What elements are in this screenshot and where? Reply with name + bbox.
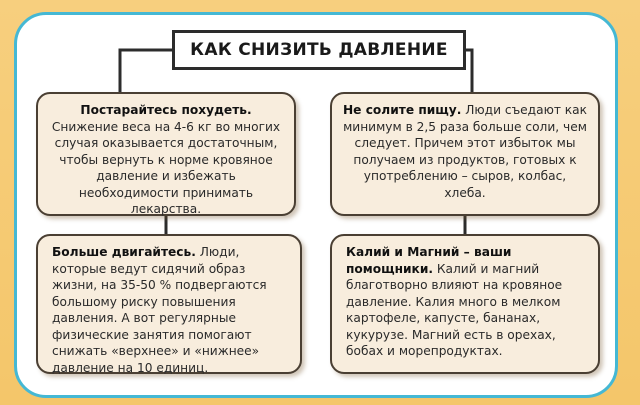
diagram-title-text: КАК СНИЗИТЬ ДАВЛЕНИЕ	[190, 40, 448, 60]
connector-right	[466, 50, 472, 92]
card-move-more	[36, 234, 302, 374]
card-heading: Калий и Магний – ваши помощники.	[346, 245, 512, 276]
card-body: Люди съедают как минимум в 2,5 раза больше соли, чем следует. Причем этот избыток мы получаем из продуктов, готовых к употреблению – сыров, колбас, хлеба.	[343, 103, 587, 200]
card-heading: Больше двигайтесь.	[52, 245, 196, 259]
connector-left	[120, 50, 172, 92]
card-heading: Не солите пищу.	[342, 103, 462, 117]
diagram-title	[172, 30, 466, 70]
card-lose-weight	[36, 92, 296, 216]
card-body: Калий и магний благотворно влияют на кровяное давление. Калия много в мелком картофеле, капусте, бананах, кукурузе. Магний есть в орехах, бобах и морепродуктах.	[346, 261, 563, 358]
card-potassium-magnesium	[330, 234, 600, 374]
card-body: Снижение веса на 4-6 кг во многих случая оказывается достаточным, чтобы вернуть к норме кровяное давление и избежать необходимости принимать лекарства.	[51, 119, 281, 216]
card-no-salt	[330, 92, 600, 216]
card-body: Люди, которые ведут сидячий образ жизни, на 35-50 % подвергаются большому риску повышения давления. А вот регулярные физические занятия помогают снижать «верхнее» и «нижнее» давление на 10 единиц.	[52, 245, 267, 375]
card-heading: Постарайтесь похудеть.	[80, 103, 252, 117]
